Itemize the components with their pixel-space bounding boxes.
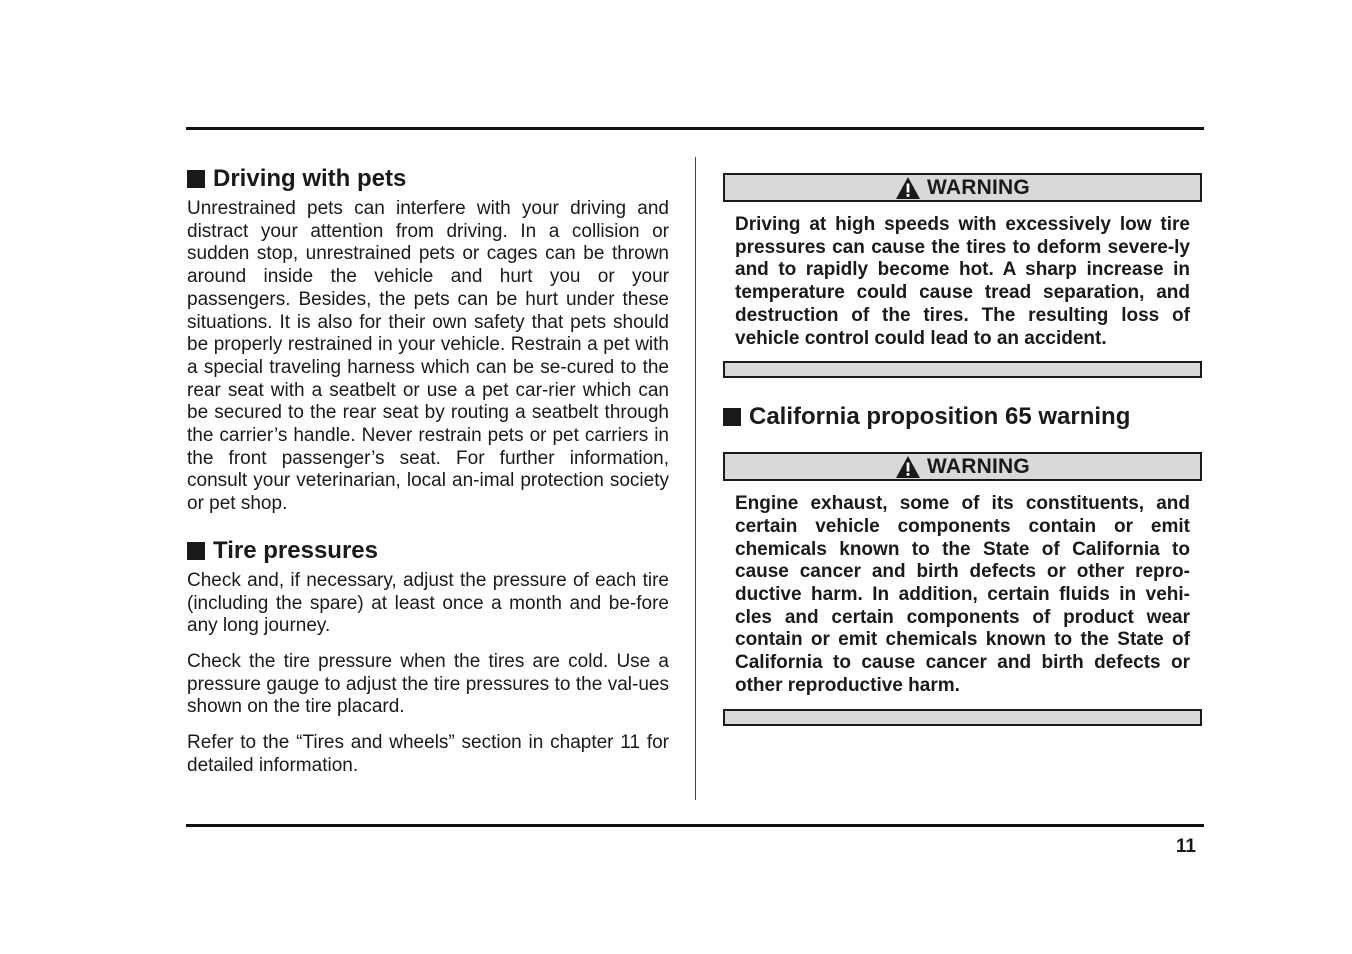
warning-footer-bar	[723, 709, 1202, 726]
right-column	[723, 173, 1202, 726]
warning-header	[723, 452, 1202, 481]
heading-text: California proposition 65 warning	[749, 403, 1131, 431]
warning-triangle-icon	[895, 176, 921, 200]
tire-paragraph-3: Refer to the “Tires and wheels” section in chapter 11 for detailed information.	[187, 732, 669, 776]
square-bullet-icon	[187, 542, 205, 560]
pets-paragraph: Unrestrained pets can interfere with your driving and distract your attention from driving. In a collision or sudden stop, unrestrained pets or cages can be thrown around inside the vehicle and hurt you or your passengers. Besides, the pets can be hurt under these situations. It is also for their own safety that pets should be properly restrained in your vehicle. Restrain a pet with a special traveling harness which can be se-cured to the rear seat with a seatbelt or use a pet car-rier which can be secured to the rear seat by routing a seatbelt through the carrier’s handle. Never restrain pets or pet carriers in the front passenger’s seat. For further information, consult your veterinarian, local an-imal protection society or pet shop.	[187, 198, 669, 515]
warning-footer-bar	[723, 361, 1202, 378]
heading-text: Driving with pets	[213, 165, 407, 192]
square-bullet-icon	[187, 170, 205, 188]
warning-label: WARNING	[927, 454, 1030, 478]
page-number: 11	[1175, 836, 1196, 857]
column-divider	[695, 157, 696, 800]
top-rule	[186, 127, 1204, 130]
warning-text: Engine exhaust, some of its constituents, and certain vehicle components contain or emit chemicals known to the State of California to cause cancer and birth defects or other repro-ductive harm. In addition, certain fluids in vehi-cles and certain components of product wear contain or emit chemicals known to the State of California to cause cancer and birth defects or other reproductive harm.	[735, 493, 1190, 696]
left-column	[187, 164, 669, 777]
square-bullet-icon	[723, 408, 741, 426]
section-heading-pets	[187, 164, 669, 194]
section-heading-tire	[187, 536, 669, 566]
bottom-rule	[186, 824, 1204, 827]
heading-text: Tire pressures	[213, 536, 378, 564]
tire-paragraph-2: Check the tire pressure when the tires are cold. Use a pressure gauge to adjust the tire pressures to the val-ues shown on the tire placard.	[187, 650, 669, 718]
warning-header	[723, 173, 1202, 202]
section-heading-prop65	[723, 402, 1202, 432]
warning-text: Driving at high speeds with excessively low tire pressures can cause the tires to deform severe-ly and to rapidly become hot. A sharp increase in temperature could cause tread separation, and destruction of the tires. The resulting loss of vehicle control could lead to an accident.	[735, 214, 1190, 349]
warning-label: WARNING	[927, 175, 1030, 199]
tire-paragraph-1: Check and, if necessary, adjust the pressure of each tire (including the spare) at least once a month and be-fore any long journey.	[187, 569, 669, 637]
warning-triangle-icon	[895, 455, 921, 479]
